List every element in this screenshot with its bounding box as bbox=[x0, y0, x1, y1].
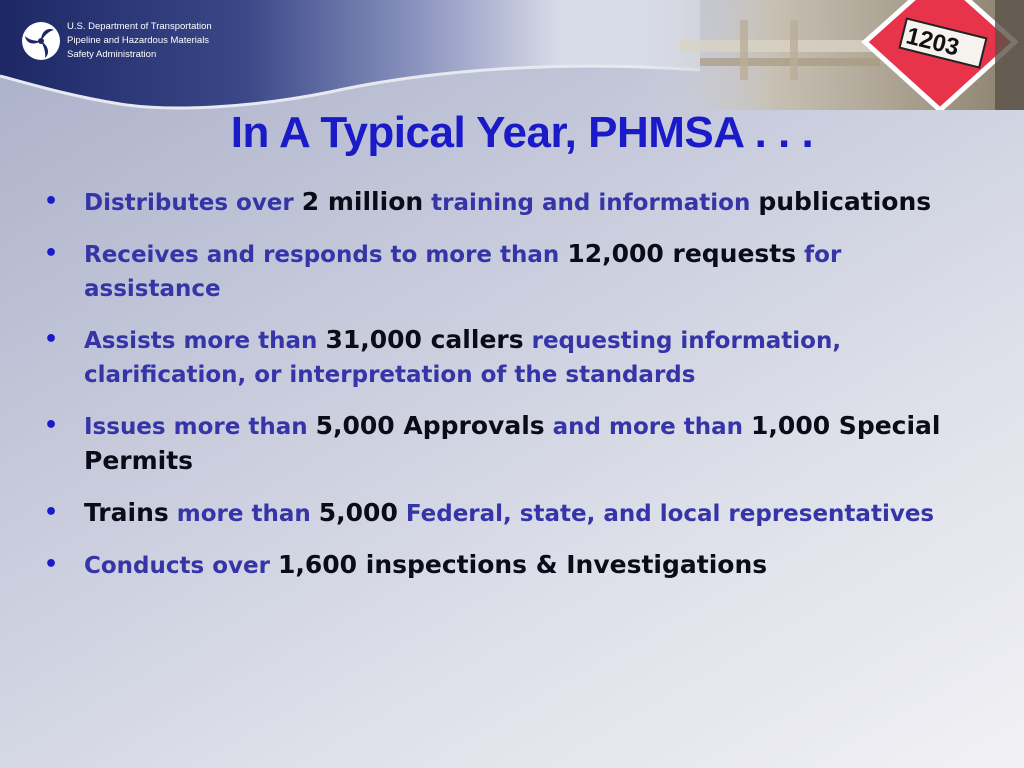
agency-line-2: Pipeline and Hazardous Materials bbox=[67, 35, 210, 46]
bullet-text: Federal, state, and local representatives bbox=[397, 501, 935, 527]
hazmat-placard-photo bbox=[640, 0, 1024, 110]
bullet-emphasis-text: 31,000 callers bbox=[325, 325, 524, 354]
bullet-text: Distributes over bbox=[84, 190, 302, 216]
bullet-text: Receives and responds to more than bbox=[84, 242, 568, 268]
bullet-text: for assistance bbox=[84, 242, 842, 302]
bullet-dot-icon: • bbox=[44, 552, 59, 577]
bullet-dot-icon: • bbox=[44, 189, 59, 214]
bullet-dot-icon: • bbox=[44, 241, 59, 266]
bullet-item bbox=[44, 497, 944, 532]
bullet-dot-icon: • bbox=[44, 327, 59, 352]
bullet-item bbox=[44, 410, 944, 480]
agency-name bbox=[67, 20, 212, 62]
header-banner bbox=[0, 0, 1024, 110]
bullet-emphasis-text: 5,000 bbox=[318, 498, 398, 527]
bullet-text: more than bbox=[168, 501, 319, 527]
bullet-emphasis-text: publications bbox=[758, 187, 932, 216]
bullet-emphasis-text: 12,000 requests bbox=[567, 239, 797, 268]
bullet-item bbox=[44, 324, 944, 393]
bullet-item bbox=[44, 238, 944, 307]
slide-title: In A Typical Year, PHMSA . . . bbox=[230, 108, 814, 157]
dot-triskelion-logo-icon bbox=[21, 21, 61, 61]
bullet-emphasis-text: 5,000 Approvals bbox=[315, 411, 545, 440]
bullet-text: requesting information, clarification, or interpretation of the standards bbox=[84, 328, 842, 388]
bullet-text: Issues more than bbox=[84, 414, 316, 440]
bullet-text: Conducts over bbox=[84, 553, 278, 579]
bullet-list bbox=[44, 186, 944, 601]
bullet-emphasis-text: Trains bbox=[84, 498, 169, 527]
bullet-emphasis-text: 2 million bbox=[301, 187, 424, 216]
bullet-dot-icon: • bbox=[44, 413, 59, 438]
agency-line-3: Safety Administration bbox=[67, 49, 157, 60]
svg-text:1203: 1203 bbox=[903, 22, 962, 62]
bullet-dot-icon: • bbox=[44, 500, 59, 525]
bullet-emphasis-text: 1,000 Special Permits bbox=[84, 411, 941, 475]
agency-line-1: U.S. Department of Transportation bbox=[67, 21, 212, 32]
bullet-item bbox=[44, 549, 944, 584]
bullet-text: and more than bbox=[544, 414, 752, 440]
bullet-item bbox=[44, 186, 944, 221]
bullet-emphasis-text: 1,600 inspections & Investigations bbox=[277, 550, 768, 579]
bullet-text: training and information bbox=[423, 190, 759, 216]
bullet-text: Assists more than bbox=[84, 328, 326, 354]
